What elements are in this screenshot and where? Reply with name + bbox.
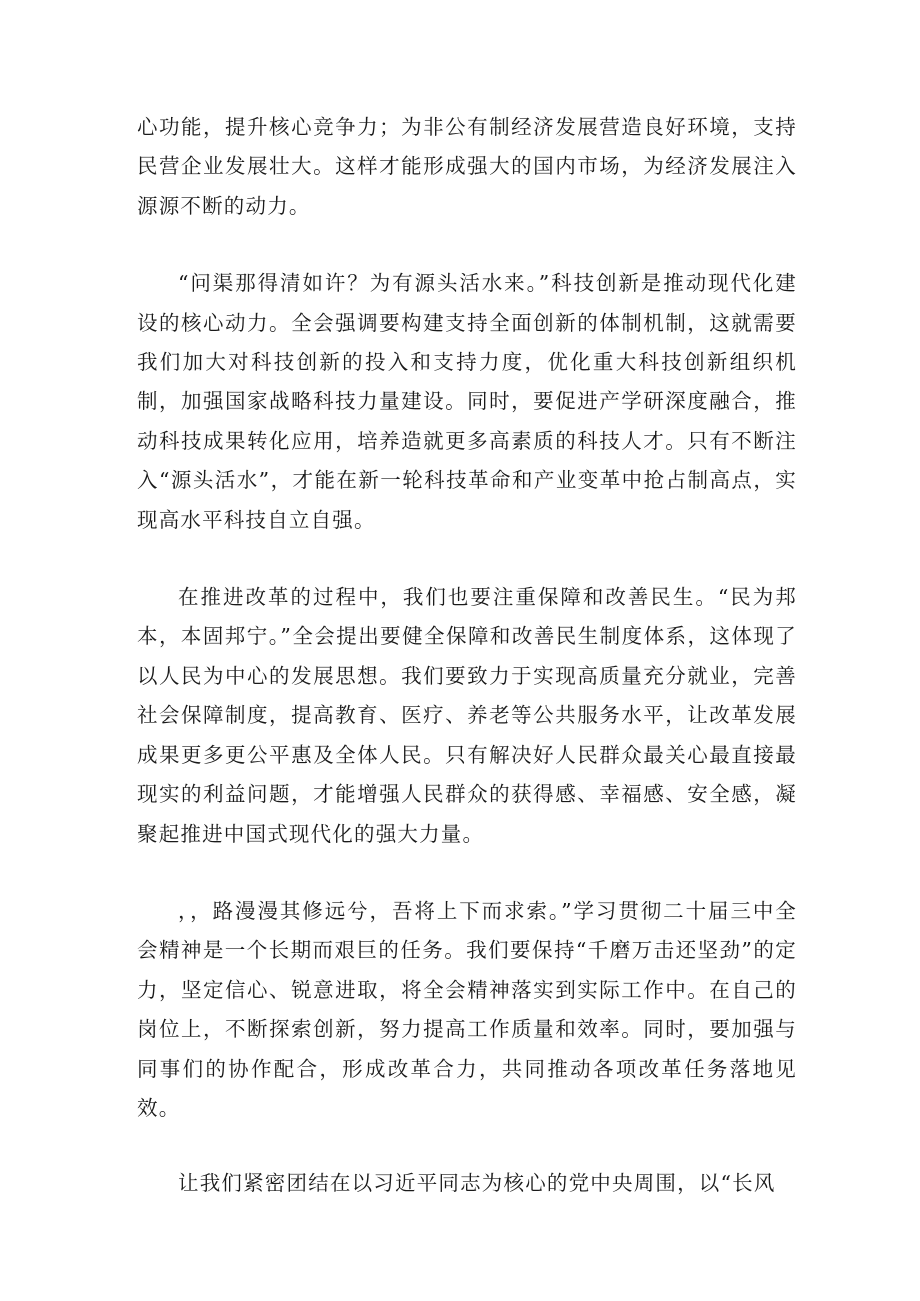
paragraph-1: 心功能，提升核心竞争力；为非公有制经济发展营造良好环境，支持民营企业发展壮大。这样才能形成强大的国内市场，为经济发展注入源源不断的动力。 <box>137 115 797 218</box>
paragraph-2: “问渠那得清如许？为有源头活水来。”科技创新是推动现代化建设的核心动力。全会强调要构建支持全面创新的体制机制，这就需要我们加大对科技创新的投入和支持力度，优化重大科技创新组织机制，加强国家战略科技力量建设。同时，要促进产学研深度融合，推动科技成果转化应用，培养造就更多高素质的科技人才。只有不断注入“源头活水”，才能在新一轮科技革命和产业变革中抢占制高点，实现高水平科技自立自强。 <box>137 271 797 532</box>
document-body <box>137 108 797 1242</box>
paragraph-3: 在推进改革的过程中，我们也要注重保障和改善民生。“民为邦本，本固邦宁。”全会提出要健全保障和改善民生制度体系，这体现了以人民为中心的发展思想。我们要致力于实现高质量充分就业，完善社会保障制度，提高教育、医疗、养老等公共服务水平，让改革发展成果更多更公平惠及全体人民。只有解决好人民群众最关心最直接最现实的利益问题，才能增强人民群众的获得感、幸福感、安全感，凝聚起推进中国式现代化的强大力量。 <box>137 585 797 846</box>
paragraph-5: 让我们紧密团结在以习近平同志为核心的党中央周围，以“长风 <box>178 1171 776 1196</box>
paragraph-4: ，，路漫漫其修远兮，吾将上下而求索。”学习贯彻二十届三中全会精神是一个长期而艰巨的任务。我们要保持“千磨万击还坚劲”的定力，坚定信心、锐意进取，将全会精神落实到实际工作中。在自己的岗位上，不断探索创新，努力提高工作质量和效率。同时，要加强与同事们的协作配合，形成改革合力，共同推动各项改革任务落地见效。 <box>137 898 797 1120</box>
